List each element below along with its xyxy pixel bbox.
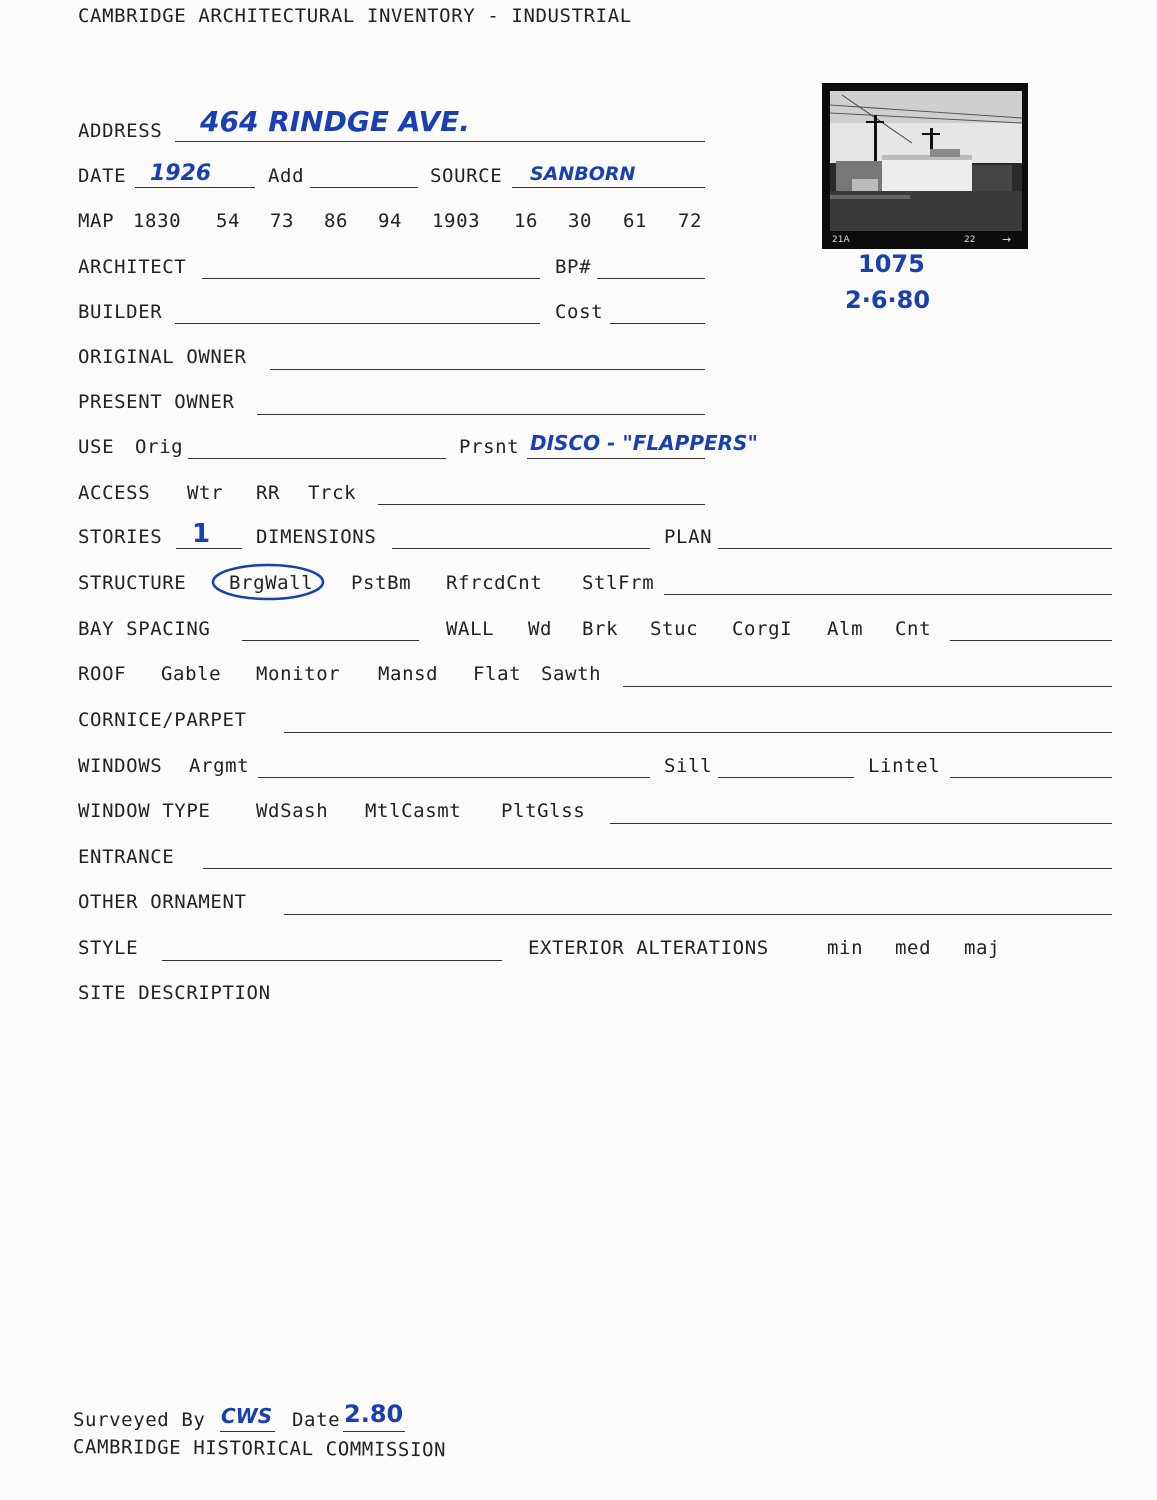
window-type-line bbox=[610, 823, 1112, 824]
date-label: DATE bbox=[78, 165, 127, 187]
other-ornament-label: OTHER ORNAMENT bbox=[78, 891, 247, 913]
surveyed-by-line bbox=[220, 1431, 275, 1432]
access-option[interactable]: Wtr bbox=[187, 482, 224, 504]
windows-label: WINDOWS bbox=[78, 755, 163, 777]
wall-label: WALL bbox=[446, 618, 495, 640]
roof-line bbox=[623, 686, 1112, 687]
date-line bbox=[135, 187, 255, 188]
photo-frame-number-left: 21A bbox=[832, 235, 850, 245]
wall-option[interactable]: Cnt bbox=[895, 618, 932, 640]
footer-date-line bbox=[343, 1431, 405, 1432]
present-owner-label: PRESENT OWNER bbox=[78, 391, 235, 413]
add-line bbox=[310, 187, 418, 188]
windows-sill-line bbox=[718, 777, 854, 778]
building-photo bbox=[822, 83, 1028, 249]
alteration-option[interactable]: med bbox=[895, 937, 932, 959]
map-year[interactable]: 73 bbox=[270, 210, 295, 232]
window-type-label: WINDOW TYPE bbox=[78, 800, 211, 822]
form-title: CAMBRIDGE ARCHITECTURAL INVENTORY - INDUSTRIAL bbox=[78, 5, 632, 27]
window-type-option[interactable]: WdSash bbox=[256, 800, 329, 822]
map-year[interactable]: 16 bbox=[514, 210, 539, 232]
cost-label: Cost bbox=[555, 301, 604, 323]
wall-option[interactable]: Stuc bbox=[650, 618, 699, 640]
film-arrow-icon: → bbox=[1002, 233, 1012, 246]
wall-line bbox=[950, 640, 1112, 641]
exterior-alterations-label: EXTERIOR ALTERATIONS bbox=[528, 937, 769, 959]
commission-name: CAMBRIDGE HISTORICAL COMMISSION bbox=[72, 1436, 447, 1462]
map-label: MAP bbox=[78, 210, 115, 232]
roof-option[interactable]: Mansd bbox=[378, 663, 439, 685]
use-orig-label: Orig bbox=[135, 436, 184, 458]
site-description-label: SITE DESCRIPTION bbox=[78, 982, 271, 1004]
wall-option[interactable]: Brk bbox=[582, 618, 619, 640]
map-year[interactable]: 61 bbox=[623, 210, 648, 232]
window-type-option[interactable]: MtlCasmt bbox=[365, 800, 462, 822]
map-year[interactable]: 54 bbox=[216, 210, 241, 232]
surveyed-by-value[interactable]: CWS bbox=[221, 1404, 273, 1428]
structure-option[interactable]: BrgWall bbox=[229, 572, 314, 594]
access-option[interactable]: RR bbox=[256, 482, 281, 504]
plan-label: PLAN bbox=[664, 526, 713, 548]
dimensions-line bbox=[392, 548, 650, 549]
use-prsnt-line bbox=[527, 458, 705, 459]
bp-line bbox=[597, 278, 705, 279]
access-label: ACCESS bbox=[78, 482, 151, 504]
map-year[interactable]: 72 bbox=[678, 210, 703, 232]
source-value[interactable]: SANBORN bbox=[530, 163, 636, 185]
map-year[interactable]: 1830 bbox=[133, 210, 182, 232]
bp-label: BP# bbox=[555, 256, 592, 278]
wall-option[interactable]: Alm bbox=[827, 618, 864, 640]
bay-spacing-line bbox=[242, 640, 419, 641]
roof-option[interactable]: Sawth bbox=[541, 663, 602, 685]
windows-sill-label: Sill bbox=[664, 755, 713, 777]
bay-spacing-label: BAY SPACING bbox=[78, 618, 211, 640]
wall-option[interactable]: Wd bbox=[528, 618, 553, 640]
entrance-label: ENTRANCE bbox=[78, 846, 175, 868]
windows-lintel-line bbox=[950, 777, 1112, 778]
structure-option[interactable]: RfrcdCnt bbox=[446, 572, 543, 594]
builder-line bbox=[175, 323, 540, 324]
access-option[interactable]: Trck bbox=[308, 482, 357, 504]
structure-line bbox=[664, 594, 1112, 595]
selected-circle-mark bbox=[210, 561, 326, 603]
photo-scene bbox=[822, 83, 1028, 249]
date-value[interactable]: 1926 bbox=[150, 161, 212, 186]
original-owner-line bbox=[270, 369, 705, 370]
architect-line bbox=[202, 278, 540, 279]
style-label: STYLE bbox=[78, 937, 139, 959]
entrance-line bbox=[203, 868, 1112, 869]
builder-label: BUILDER bbox=[78, 301, 163, 323]
use-prsnt-value[interactable]: DISCO - "FLAPPERS" bbox=[530, 431, 758, 455]
roof-option[interactable]: Gable bbox=[161, 663, 222, 685]
wall-option[interactable]: CorgI bbox=[732, 618, 793, 640]
footer-date-value[interactable]: 2.80 bbox=[344, 1400, 404, 1428]
plan-line bbox=[718, 548, 1112, 549]
structure-option[interactable]: PstBm bbox=[351, 572, 412, 594]
access-line bbox=[378, 504, 705, 505]
map-year[interactable]: 1903 bbox=[432, 210, 481, 232]
photo-number: 1075 bbox=[858, 250, 925, 278]
source-line bbox=[512, 187, 705, 188]
style-line bbox=[162, 960, 502, 961]
cornice-line bbox=[284, 732, 1112, 733]
use-orig-line bbox=[188, 458, 446, 459]
map-year[interactable]: 86 bbox=[324, 210, 349, 232]
source-label: SOURCE bbox=[430, 165, 503, 187]
other-ornament-line bbox=[284, 914, 1112, 915]
dimensions-label: DIMENSIONS bbox=[256, 526, 377, 548]
stories-label: STORIES bbox=[78, 526, 163, 548]
original-owner-label: ORIGINAL OWNER bbox=[78, 346, 247, 368]
photo-frame-number-right: 22 bbox=[964, 235, 976, 245]
roof-option[interactable]: Monitor bbox=[256, 663, 341, 685]
add-label: Add bbox=[268, 165, 305, 187]
address-label: ADDRESS bbox=[78, 120, 163, 142]
address-value[interactable]: 464 RINDGE AVE. bbox=[200, 105, 470, 138]
present-owner-line bbox=[257, 414, 705, 415]
windows-argmt-label: Argmt bbox=[189, 755, 250, 777]
structure-option[interactable]: StlFrm bbox=[582, 572, 655, 594]
roof-label: ROOF bbox=[78, 663, 127, 685]
cost-line bbox=[610, 323, 705, 324]
windows-argmt-line bbox=[258, 777, 650, 778]
use-label: USE bbox=[78, 436, 115, 458]
window-type-option[interactable]: PltGlss bbox=[501, 800, 586, 822]
alteration-option[interactable]: maj bbox=[964, 937, 1001, 959]
cornice-label: CORNICE/PARPET bbox=[78, 709, 247, 731]
architect-label: ARCHITECT bbox=[78, 256, 187, 278]
alteration-option[interactable]: min bbox=[827, 937, 864, 959]
map-year[interactable]: 30 bbox=[568, 210, 593, 232]
use-prsnt-label: Prsnt bbox=[459, 436, 520, 458]
roof-option[interactable]: Flat bbox=[473, 663, 522, 685]
photo-date: 2·6·80 bbox=[845, 286, 931, 314]
map-year[interactable]: 94 bbox=[378, 210, 403, 232]
footer-date-label: Date bbox=[292, 1409, 341, 1431]
address-line bbox=[175, 141, 705, 142]
structure-label: STRUCTURE bbox=[78, 572, 187, 594]
surveyed-by-label: Surveyed By bbox=[73, 1409, 206, 1431]
windows-lintel-label: Lintel bbox=[868, 755, 941, 777]
stories-value[interactable]: 1 bbox=[192, 519, 211, 549]
